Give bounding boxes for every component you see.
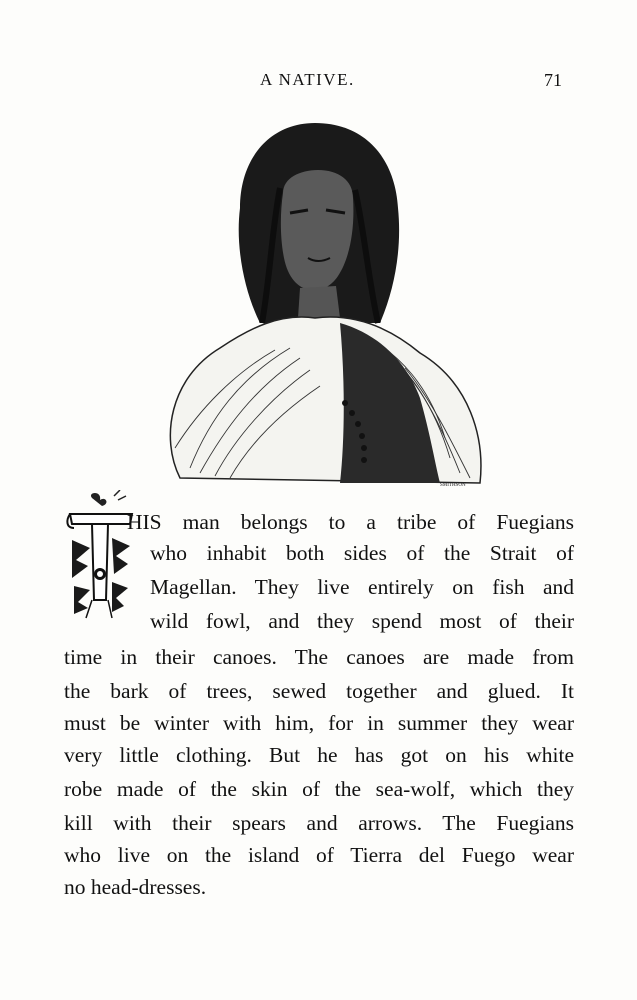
body-line-9: robe made of the skin of the sea-wolf, which they: [64, 777, 574, 801]
body-line-7: must be winter with him, for in summer they wear: [64, 711, 574, 735]
body-line-1: HIS man belongs to a tribe of Fuegians: [127, 510, 574, 534]
body-line-5: time in their canoes. The canoes are made from: [64, 645, 574, 669]
running-header: [0, 70, 637, 98]
page-number: 71: [544, 70, 562, 90]
body-line-11: who live on the island of Tierra del Fuego wear: [64, 843, 574, 867]
body-line-8: very little clothing. But he has got on his white: [64, 743, 574, 767]
body-line-2: who inhabit both sides of the Strait of: [150, 541, 574, 565]
page-title: A NATIVE.: [260, 70, 355, 89]
body-line-12: no head-dresses.: [64, 875, 207, 899]
artist-signature: SMITHSON: [440, 483, 466, 488]
body-line-6: the bark of trees, sewed together and glued. It: [64, 679, 574, 703]
body-line-4: wild fowl, and they spend most of their: [150, 609, 574, 633]
portrait-engraving-icon: [140, 118, 495, 493]
body-line-3: Magellan. They live entirely on fish and: [150, 575, 574, 599]
body-line-10: kill with their spears and arrows. The Fuegians: [64, 811, 574, 835]
